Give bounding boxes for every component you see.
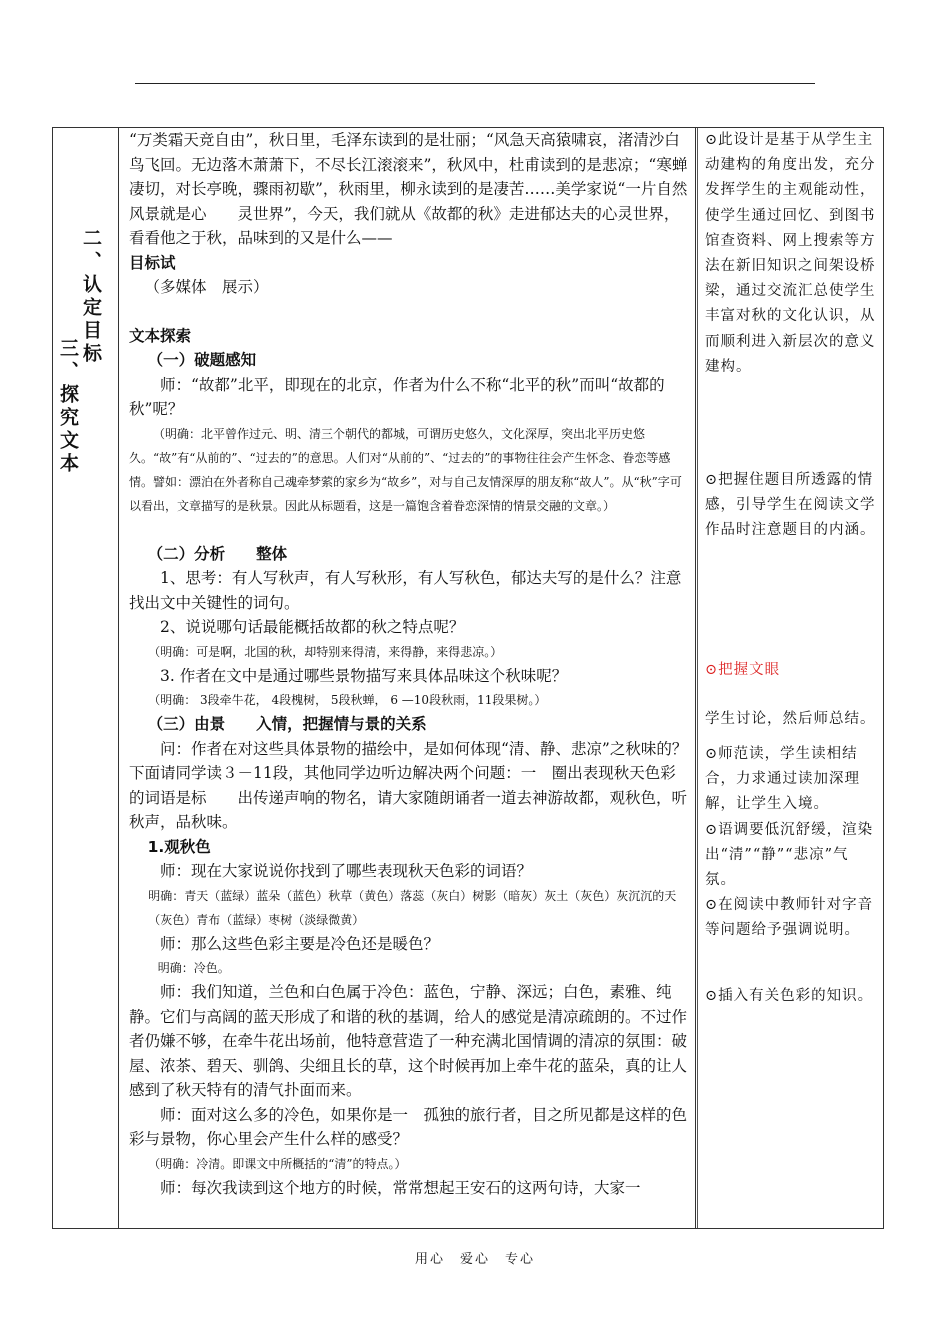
section-3-1-question-3: 师：面对这么多的冷色，如果你是一 孤独的旅行者，目之所见都是这样的色彩与景物，你心里会产生什么样的感受？ bbox=[129, 1105, 688, 1148]
goal-heading: 目标试 bbox=[129, 253, 176, 272]
note-4: 学生讨论，然后师总结。 bbox=[705, 710, 876, 727]
note-2: ⊙把握住题目所透露的情感，引导学生在阅读文学作品时注意题目的内涵。 bbox=[705, 472, 876, 539]
section-2-q3: 3. 作者在文中是通过哪些景物描写来具体品味这个秋味呢？ bbox=[160, 666, 568, 685]
section-2-q1: 1、思考：有人写秋声，有人写秋形，有人写秋色，郁达夫写的是什么？注意找出文中关键性的词句。 bbox=[129, 569, 682, 612]
note-3: ⊙把握文眼 bbox=[705, 661, 781, 678]
heading-explore: 三、探究文本 bbox=[57, 338, 79, 476]
lesson-content bbox=[129, 128, 689, 1200]
note-7: ⊙在阅读中教师针对字音等问题给予强调说明。 bbox=[705, 897, 874, 939]
column-divider bbox=[695, 128, 696, 1228]
section-3-1-answer: 明确：青天（蓝绿）蓝朵（蓝色）秋草（黄色）落蕊（灰白）树影（暗灰）灰土（灰色）灰沉沉的天（灰色）青布（蓝绿）枣树（淡绿微黄） bbox=[148, 888, 677, 927]
section-1-question: 师：“故都”北平，即现在的北京，作者为什么不称“北平的秋”而叫“故都的秋”呢？ bbox=[129, 375, 665, 418]
explore-heading: 文本探索 bbox=[129, 326, 192, 345]
section-heading-column bbox=[53, 128, 119, 1228]
note-6: ⊙语调要低沉舒缓，渲染出“清”“静”“悲凉”气氛。 bbox=[705, 821, 874, 889]
note-8: ⊙插入有关色彩的知识。 bbox=[705, 987, 874, 1004]
teaching-notes bbox=[705, 128, 877, 1009]
column-divider-2 bbox=[697, 128, 698, 1228]
section-1-answer: （明确：北平曾作过元、明、清三个朝代的都城，可谓历史悠久，文化深厚，突出北平历史悠久。“故”有“从前的”、“过去的”的意思。人们对“从前的”、“过去的”的事物往往会产生怀念、眷恋等感情。譬如：漂泊在外者称自己魂牵梦萦的家乡为“故乡”，对与自己友情深厚的朋友称“故人”。从“秋”字可以看出，文章描写的是秋景。因此从标题看，这是一篇饱含着眷恋深情的情景交融的文章。） bbox=[129, 426, 682, 513]
section-3-question: 问：作者在对这些具体景物的描绘中，是如何体现“清、静、悲凉”之秋味的？下面请同学读３－11段，其他同学边听边解决两个问题：一 圈出表现秋天色彩的词语是标 出传递声响的物名，请大家随朗诵者一道去神游故都，观秋色，听秋声，品秋味。 bbox=[129, 739, 688, 831]
section-3-heading: （三）由景 入情，把握情与景的关系 bbox=[147, 715, 427, 733]
section-2-heading: （二）分析 整体 bbox=[147, 544, 288, 563]
section-3-1-heading: 1.观秋色 bbox=[147, 837, 211, 856]
lesson-table bbox=[52, 127, 884, 1229]
note-1: ⊙此设计是基于从学生主动建构的角度出发，充分发挥学生的主观能动性，使学生通过回忆、到图书馆查资料、网上搜索等方法在新旧知识之间架设桥梁，通过交流汇总使学生丰富对秋的文化认识，从而顺利进入新层次的意义建构。 bbox=[705, 132, 876, 375]
section-1-heading: （一）破题感知 bbox=[147, 351, 257, 369]
section-3-1-question: 师：现在大家说说你找到了哪些表现秋天色彩的词语？ bbox=[160, 862, 533, 880]
section-3-1-answer-3: （明确：冷清。即课文中所概括的“清”的特点。） bbox=[148, 1156, 407, 1171]
section-2-a2: （明确：可是啊，北国的秋，却特别来得清，来得静，来得悲凉。） bbox=[148, 644, 503, 659]
section-3-1-answer-2: 明确：冷色。 bbox=[157, 961, 230, 975]
section-3-1-question-2: 师：那么这些色彩主要是冷色还是暖色？ bbox=[160, 934, 440, 953]
section-3-1-teacher: 师：我们知道，兰色和白色属于冷色：蓝色，宁静、深远；白色，素雅、纯静。它们与高阔的蓝天形成了和谐的秋的基调，给人的感觉是清凉疏朗的。不过作者仍嫌不够，在牵牛花出场前，他特意营造了一种充满北国情调的清凉的氛围：破屋、浓茶、碧天、驯鸽、尖细且长的草，这个时候再加上牵牛花的蓝朵，真的让人感到了秋天特有的清气扑面而来。 bbox=[129, 983, 688, 1099]
note-5: ⊙师范读，学生读相结合，力求通过读加深理解，让学生入境。 bbox=[705, 746, 860, 813]
section-2-a3: （明确： 3段牵牛花， 4段槐树， 5段秋蝉， 6 —10段秋雨，11段果树。） bbox=[148, 693, 547, 707]
section-3-1-last: 师：每次我读到这个地方的时候，常常想起王安石的这两句诗，大家一 bbox=[160, 1178, 641, 1197]
section-2-q2: 2、说说哪句话最能概括故都的秋之特点呢？ bbox=[160, 618, 465, 636]
goal-sub: （多媒体 展示） bbox=[144, 278, 269, 296]
header-rule bbox=[135, 83, 815, 84]
page-footer: 用心 爱心 专心 bbox=[414, 1252, 535, 1267]
intro-paragraph: “万类霜天竞自由”，秋日里，毛泽东读到的是壮丽；“风急天高猿啸哀，渚清沙白鸟飞回。无边落木萧萧下，不尽长江滚滚来”，秋风中，杜甫读到的是悲凉；“寒蝉凄切，对长亭晚，骤雨初歇”，秋雨里，柳永读到的是凄苦……美学家说“一片自然风景就是心 灵世界”，今天，我们就从《故都的秋》走进郁达夫的心灵世界，看看他之于秋，品味到的又是什么—— bbox=[129, 131, 688, 247]
heading-goals: 二、认定目标 bbox=[80, 228, 102, 366]
